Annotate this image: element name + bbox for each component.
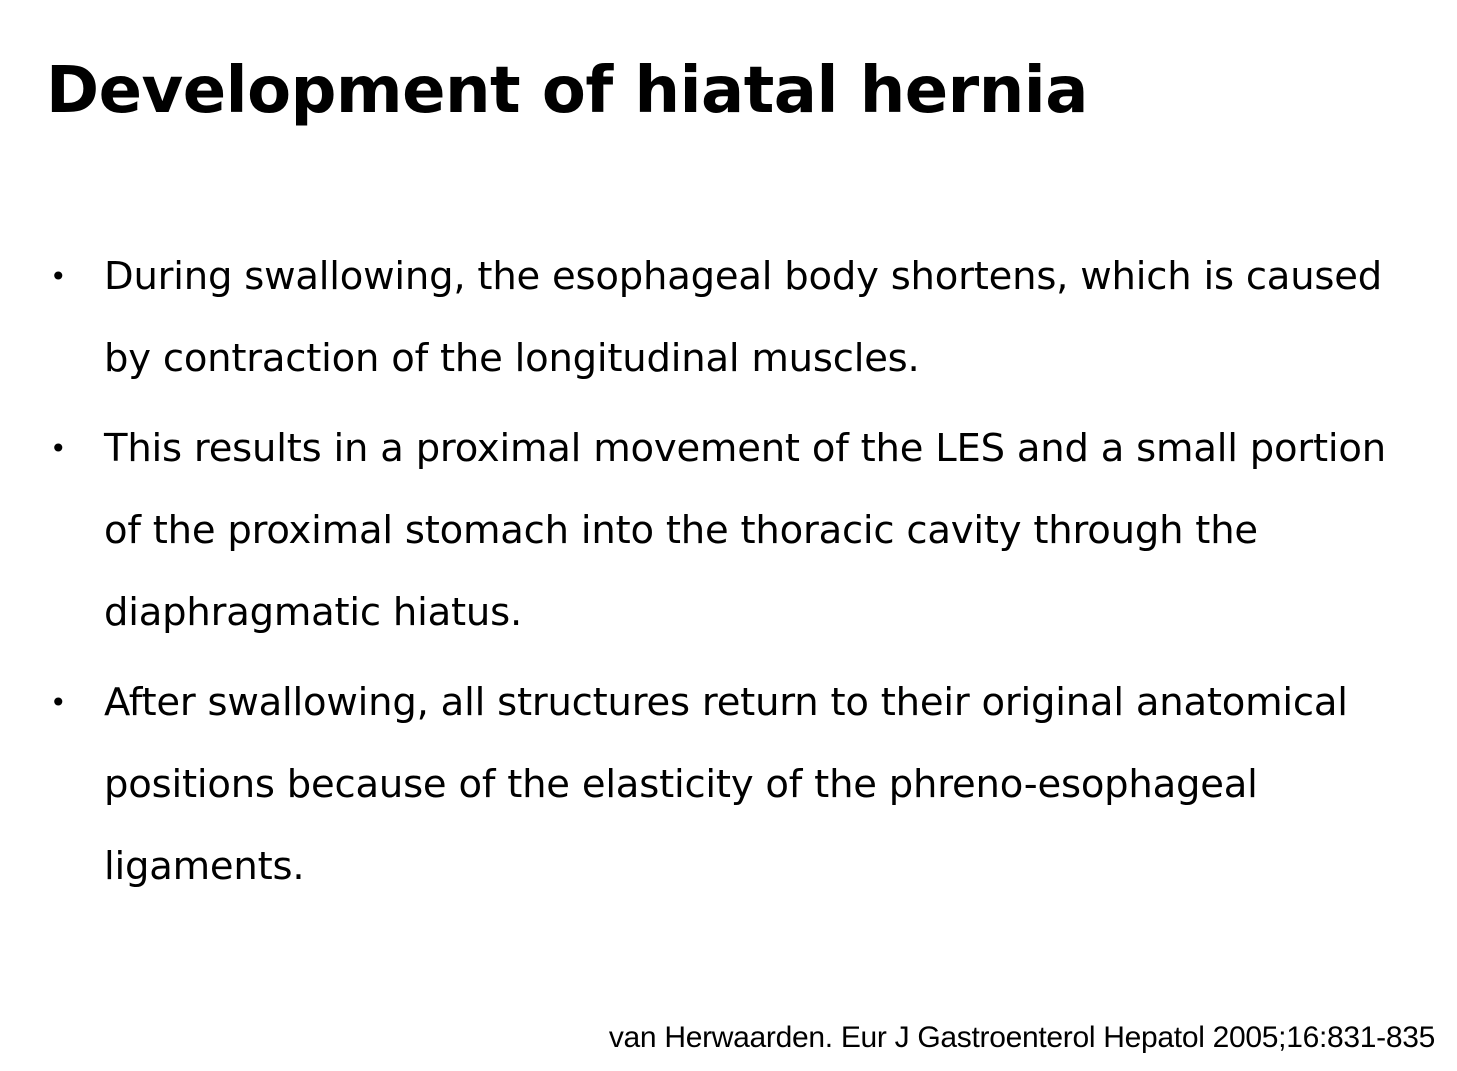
- bullet-marker: •: [50, 432, 67, 465]
- bullet-marker: •: [50, 686, 67, 719]
- bullet-list: [42, 236, 1432, 916]
- bullet-text: During swallowing, the esophageal body shortens, which is caused by contraction of the longitudinal muscles.: [104, 254, 1382, 381]
- bullet-item: [42, 408, 1432, 654]
- bullet-item: [42, 662, 1432, 908]
- slide-title: Development of hiatal hernia: [46, 54, 1088, 128]
- bullet-text: This results in a proximal movement of the LES and a small portion of the proximal stomach into the thoracic cavity through the diaphragmatic hiatus.: [104, 426, 1386, 635]
- citation: van Herwaarden. Eur J Gastroenterol Hepatol 2005;16:831-835: [608, 1021, 1435, 1054]
- bullet-text: After swallowing, all structures return to their original anatomical positions because of the elasticity of the phreno-esophageal ligaments.: [104, 680, 1348, 889]
- bullet-item: [42, 236, 1432, 400]
- bullet-marker: •: [50, 260, 67, 293]
